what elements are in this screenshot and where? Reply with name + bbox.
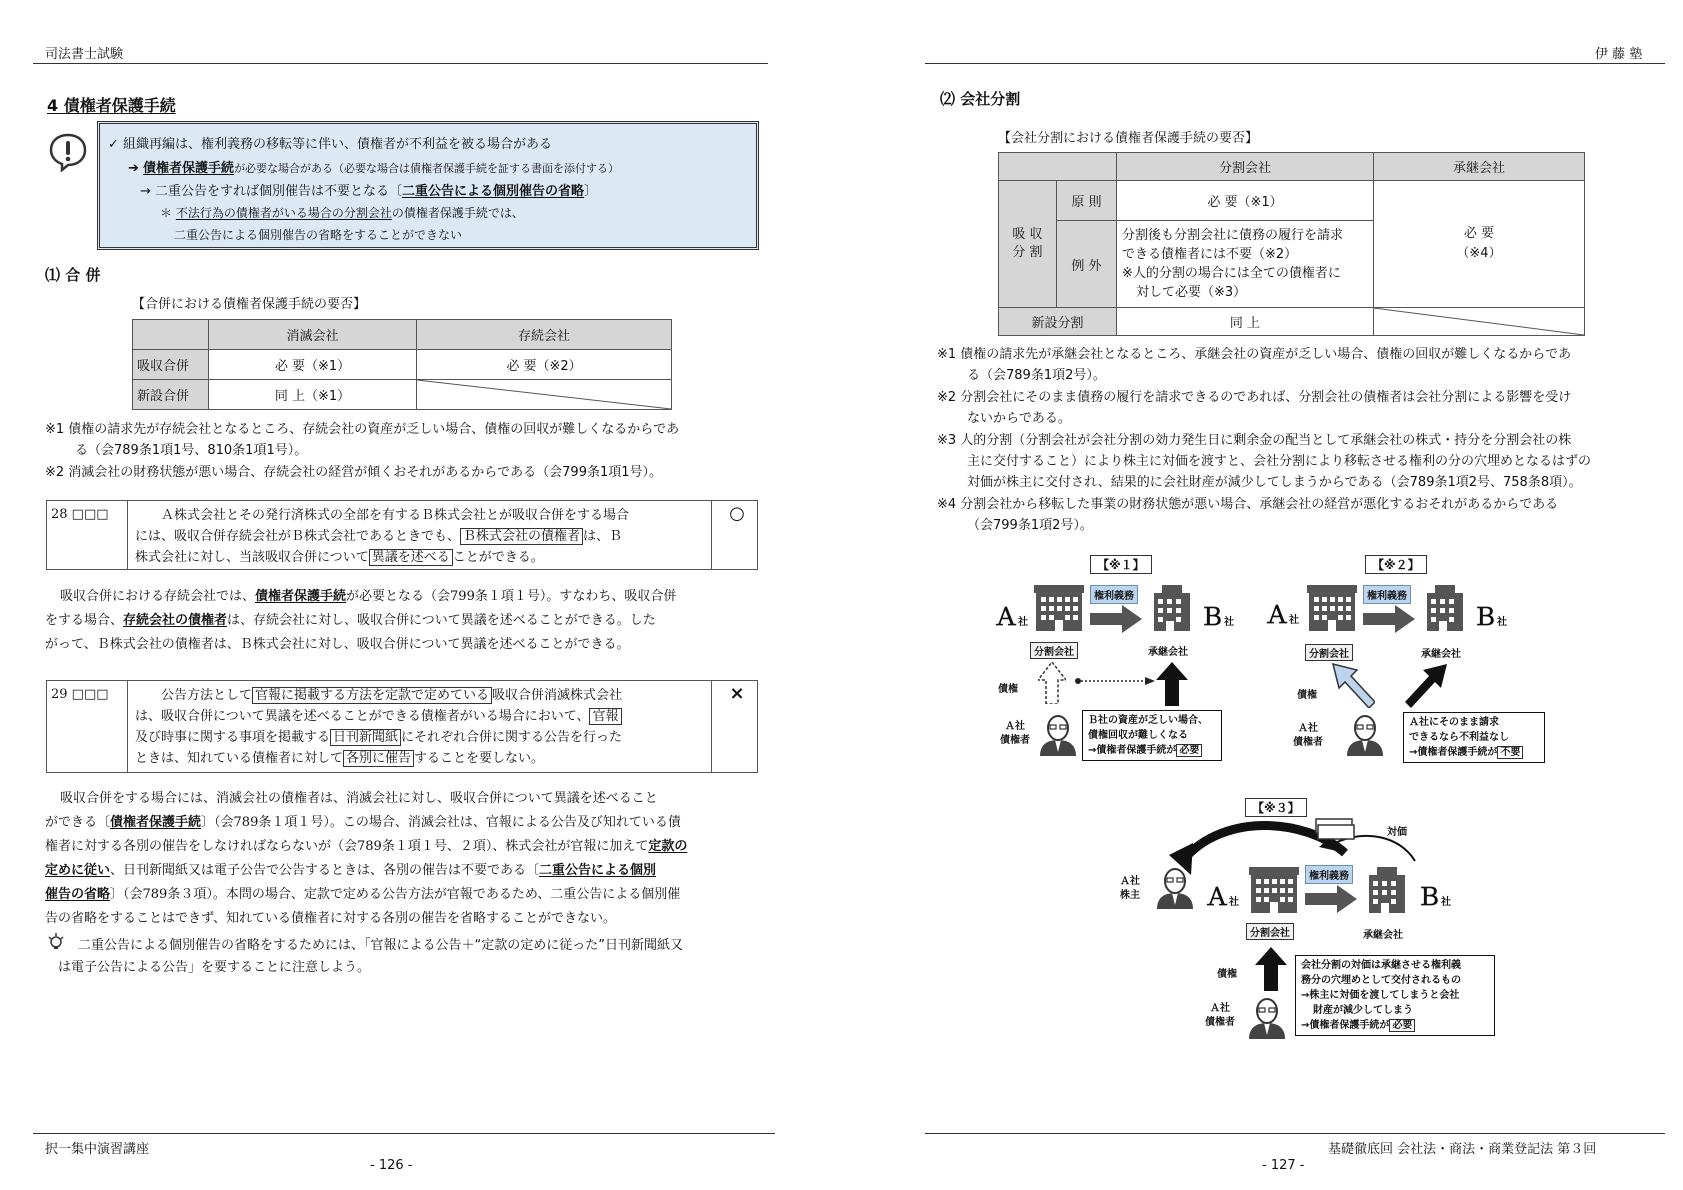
table-corner [133, 320, 209, 350]
question-line [135, 685, 705, 706]
alert-icon [48, 132, 88, 172]
right-footer: 基礎徹底回 会社法・商法・商業登記法 第３回 [1328, 1142, 1597, 1157]
diagram-title: 【※１】 [1090, 555, 1152, 574]
split-company-building-icon [1249, 867, 1299, 915]
callout-line [1088, 743, 1216, 758]
company-b-label [1473, 597, 1507, 632]
shareholder-label [1120, 875, 1140, 903]
split-table-caption: 【会社分割における債権者保護手続の要否】 [998, 131, 1259, 146]
text: 社 [1441, 897, 1451, 908]
text: Ａ [1205, 883, 1229, 911]
table-cell: 必 要（※1） [209, 350, 417, 380]
diagram-2 [1265, 550, 1555, 770]
emphasis: 二重公告による個別 [539, 863, 657, 878]
text: Ａ社 [1005, 721, 1025, 732]
text: Ｂ [1200, 603, 1224, 631]
callout-line: →株主に対価を渡してしまうと会社 [1301, 990, 1460, 1001]
diagram-title: 【※２】 [1365, 555, 1427, 574]
info-line-5: 二重公告による個別催告の省略をすることができない [174, 228, 463, 242]
question-body [135, 505, 705, 568]
diagram-3 [1115, 795, 1475, 1045]
col-header: 存続会社 [417, 320, 672, 350]
diagram-2-callout [1403, 712, 1545, 763]
explanation-line [45, 811, 760, 835]
text: は、吸収合併について異議を述べることができる債権者がいる場合において、 [135, 709, 590, 724]
boxed-text: 異議を述べる [369, 549, 453, 566]
split-note-4: ※4 分割会社から移転した事業の財務状態が悪い場合、承継会社の経営が悪化するおそれがあるからである [937, 497, 1559, 512]
text: →債権者保護手続が [1088, 745, 1177, 756]
callout-line: 会社分割の対価は承継させる権利義 [1301, 960, 1461, 971]
text: には、吸収合併存続会社がＢ株式会社であるときでも、 [135, 529, 461, 544]
emphasis: 存続会社の債権者 [123, 613, 228, 628]
text: 吸収合併消滅株式会社 [492, 688, 623, 703]
successor-company-building-icon [1365, 865, 1409, 915]
shareholder-person-icon [1155, 865, 1195, 911]
tip-line-1: 二重公告による個別催告の省略をするためには、「官報による公告＋“定款の定めに従った”日刊新聞紙又 [78, 938, 683, 953]
info-emphasis: 債権者保護手続 [143, 161, 235, 176]
cell-line: ※人的分割の場合には全ての債権者に [1122, 266, 1341, 281]
claim-solid-arrow-icon [1156, 662, 1188, 706]
text: Ａ [1265, 601, 1289, 629]
text: Ｂ [1417, 883, 1441, 911]
successor-company-building-icon [1423, 583, 1467, 633]
text: Ａ社 [1120, 876, 1140, 887]
explanation-line [45, 859, 760, 883]
successor-company-label: 承継会社 [1148, 647, 1188, 658]
answer-mark: ○ [729, 503, 745, 524]
text: は、Ｂ [583, 529, 623, 544]
table-cell: 同 上（※1） [209, 380, 417, 410]
text: 株主 [1120, 890, 1140, 901]
text: ができる〔 [45, 815, 111, 830]
info-text: → 二重公告をすれば個別催告は不要となる〔 [140, 184, 403, 199]
text: 及び時事に関する事項を掲載する [135, 730, 331, 745]
question-29 [46, 680, 758, 773]
text: 社 [1229, 897, 1239, 908]
emphasis: 催告の省略 [45, 887, 111, 902]
callout-line [1409, 745, 1539, 760]
row-header: 例 外 [1057, 221, 1117, 308]
table-cell-empty [417, 380, 672, 410]
text: 債権者 [1000, 735, 1030, 746]
table-cell: 同 上 [1117, 308, 1374, 336]
merger-table [132, 319, 672, 410]
text: 債権者 [1205, 1017, 1235, 1028]
cell-line: できる債権者には不要（※2） [1122, 247, 1298, 262]
info-box [97, 121, 759, 250]
info-emphasis: 二重公告による個別催告の省略 [402, 184, 585, 199]
text: 吸収合併における存続会社では、 [60, 589, 256, 604]
split-company-building-icon [1307, 585, 1357, 633]
text: が必要となる（会799条１項１号）。すなわち、吸収合併 [346, 589, 677, 604]
text: ときは、知れている債権者に対して [135, 751, 344, 766]
question-body [135, 685, 705, 769]
claim-label: 債権 [1217, 969, 1237, 980]
boxed-text: 必要 [1176, 744, 1202, 757]
question-divider [711, 681, 712, 772]
split-company-building-icon [1034, 585, 1084, 633]
split-table [998, 152, 1585, 336]
question-divider [711, 501, 712, 569]
creditor-person-icon [1247, 995, 1287, 1041]
transfer-arrow-icon [1363, 605, 1415, 633]
text: することを要しない。 [414, 751, 545, 766]
company-a-label [1265, 595, 1299, 630]
row-header: 新設合併 [133, 380, 209, 410]
callout-line: 務分の穴埋めとして交付されるもの [1301, 975, 1461, 986]
info-emphasis: 不法行為の債権者がいる場合の分割会社 [175, 206, 392, 220]
info-line-2 [128, 157, 619, 176]
info-line-1: ✓ 組織再編は、権利義務の移転等に伴い、債権者が不利益を被る場合がある [108, 137, 553, 152]
emphasis: 定めに従い [45, 863, 111, 878]
split-note-2b: ないからである。 [967, 411, 1071, 426]
left-page-number: - 126 - [370, 1158, 413, 1173]
text: →債権者保護手続が [1409, 747, 1498, 758]
split-note-3b: 主に交付すること）により株主に対価を渡すと、会社分割により移転させる権利の分の穴埋めとなるはずの [967, 454, 1592, 469]
boxed-text: Ｂ株式会社の債権者 [460, 528, 583, 545]
claim-dark-arrow-icon [1405, 662, 1449, 708]
info-text: の債権者保護手続では、 [391, 206, 524, 220]
info-text: 〕 [584, 184, 598, 199]
split-company-tag: 分割会社 [1246, 923, 1294, 940]
diagram-1-callout [1082, 710, 1222, 761]
text: 社 [1018, 617, 1028, 628]
split-note-3c: 対価が株主に交付され、結果的に会社財産が減少してしまうからである（会789条1項2号、758条8項）。 [967, 475, 1582, 490]
emphasis: 債権者保護手続 [255, 589, 347, 604]
emphasis: 債権者保護手続 [110, 815, 202, 830]
question-28 [46, 500, 758, 570]
callout-line: Ｂ社の資産が乏しい場合、 [1088, 715, 1208, 726]
text: 社 [1224, 617, 1234, 628]
text: 権者に対する各別の催告をしなければならないが（会789条１項１号、２項）、株式会社が官報に加えて [45, 839, 649, 854]
right-header-rule [925, 63, 1665, 64]
table-cell [1117, 221, 1374, 308]
col-header: 分割会社 [1117, 153, 1374, 181]
text: 株式会社に対し、当該吸収合併について [135, 550, 369, 565]
question-line: Ａ株式会社とその発行済株式の全部を有するＢ株式会社とが吸収合併をする場合 [161, 508, 630, 523]
info-text: が必要な場合がある（必要な場合は債権者保護手続を証する書面を添付する） [234, 162, 620, 175]
split-note-2: ※2 分割会社にそのまま債務の履行を請求できるのであれば、分割会社の債権者は会社分割による影響を受け [937, 390, 1572, 405]
boxed-text: 不要 [1497, 746, 1523, 759]
table-corner [999, 153, 1117, 181]
question-divider [127, 501, 128, 569]
text: 〕（会789条３項）。本問の場合、定款で定める公告方法が官報であるため、二重公告による個別催 [110, 887, 681, 902]
info-text: ＊ [160, 206, 176, 220]
explanation-line [45, 883, 760, 907]
subsection-merger: ⑴ 合 併 [45, 266, 101, 284]
text: 〕（会789条１項１号）。この場合、消滅会社は、官報による公告及び知れている債 [201, 815, 681, 830]
col-header: 承継会社 [1374, 153, 1585, 181]
explanation-line: 告の省略をすることはできず、知れている債権者に対する各別の催告を省略することができない。 [45, 911, 616, 926]
creditor-label [1205, 1002, 1235, 1030]
boxed-text: 必要 [1389, 1019, 1415, 1032]
diagram-1 [990, 550, 1250, 770]
row-header: 新設分割 [999, 308, 1117, 336]
question-number: 28 □□□ [51, 507, 109, 522]
explanation-line [45, 585, 760, 609]
split-note-3: ※3 人的分割（分割会社が会社分割の効力発生日に剰余金の配当として承継会社の株式・持分を分割会社の株 [937, 433, 1572, 448]
info-line-4 [160, 204, 524, 221]
explanation-line: がって、Ｂ株式会社の債権者は、Ｂ株式会社に対し、吸収合併について異議を述べることができる。 [45, 637, 630, 652]
cell-line: 必 要 [1463, 226, 1495, 241]
left-header: 司法書士試験 [45, 47, 124, 62]
boxed-text: 官報に掲載する方法を定款で定めている [252, 687, 492, 704]
claim-label: 債権 [1297, 690, 1317, 701]
row-header: 吸収合併 [133, 350, 209, 380]
right-header: 伊 藤 塾 [1595, 47, 1643, 62]
text: は、存続会社に対し、吸収合併について異議を述べることができる。した [227, 613, 656, 628]
explanation-28 [45, 585, 760, 657]
company-b-label [1417, 877, 1451, 912]
dotted-connector [1075, 676, 1155, 686]
table-cell-empty [1374, 308, 1585, 336]
claim-light-arrow-icon [1331, 662, 1375, 708]
claim-dashed-arrow-icon [1038, 662, 1066, 704]
text: →債権者保護手続が [1301, 1020, 1390, 1031]
info-line-3 [140, 180, 597, 199]
text: Ａ [994, 603, 1018, 631]
company-a-label [1205, 877, 1239, 912]
creditor-person-icon [1345, 712, 1385, 758]
company-a-label [994, 597, 1028, 632]
creditor-label [1293, 722, 1323, 750]
diagram-3-callout [1295, 955, 1495, 1036]
boxed-text: 官報 [589, 708, 621, 725]
diagram-title: 【※３】 [1245, 798, 1307, 817]
creditor-person-icon [1038, 712, 1078, 758]
boxed-text: 日刊新聞紙 [330, 729, 401, 746]
question-line [135, 748, 705, 769]
split-company-tag: 分割会社 [1305, 644, 1353, 661]
text: Ａ社 [1298, 723, 1318, 734]
claim-solid-arrow-icon [1255, 947, 1287, 991]
merger-table-caption: 【合併における債権者保護手続の要否】 [132, 297, 367, 312]
text: 公告方法として [161, 688, 253, 703]
question-line [135, 706, 705, 727]
text: 債権者 [1293, 737, 1323, 748]
split-note-1b: る（会789条1項2号）。 [967, 368, 1106, 383]
question-line [135, 547, 705, 568]
text: 社 [1289, 615, 1299, 626]
claim-label: 債権 [998, 684, 1018, 695]
successor-company-label: 承継会社 [1421, 649, 1461, 660]
section-title: 4 債権者保護手続 [47, 96, 176, 115]
explanation-line [45, 835, 760, 859]
callout-line: 債権回収が難しくなる [1088, 730, 1188, 741]
merger-note-1: ※1 債権の請求先が存続会社となるところ、存続会社の資産が乏しい場合、債権の回収が難しくなるからであ [45, 422, 680, 437]
money-stack-icon [1310, 817, 1356, 841]
question-number: 29 □□□ [51, 687, 109, 702]
cell-line: 分割後も分割会社に債務の履行を請求 [1122, 228, 1344, 243]
split-note-1: ※1 債権の請求先が承継会社となるところ、承継会社の資産が乏しい場合、債権の回収が難しくなるからであ [937, 347, 1572, 362]
boxed-text: 各別に催告 [343, 750, 414, 767]
consideration-label: 対価 [1387, 827, 1407, 838]
callout-line: できるなら不利益なし [1409, 732, 1509, 743]
rights-tag: 権利義務 [1363, 585, 1411, 604]
successor-company-building-icon [1150, 583, 1194, 633]
merger-note-1b: る（会789条1項1号、810条1項1号）。 [75, 443, 308, 458]
text: 、日刊新聞紙又は電子公告で公告するときは、各別の催告は不要である〔 [110, 863, 540, 878]
right-footer-rule [925, 1133, 1665, 1134]
explanation-29 [45, 787, 760, 931]
right-page-number: - 127 - [1262, 1158, 1305, 1173]
table-cell: 必 要（※2） [417, 350, 672, 380]
tip-line-2: は電子公告による公告」を要することに注意しよう。 [58, 960, 371, 975]
split-note-4b: （会799条1項2号）。 [967, 518, 1093, 533]
merger-note-2: ※2 消滅会社の財務状態が悪い場合、存続会社の経営が傾くおそれがあるからである（会799条1項1号）。 [45, 465, 663, 480]
table-cell [1374, 181, 1585, 308]
question-line [135, 727, 705, 748]
text: 社 [1497, 617, 1507, 628]
col-header: 消滅会社 [209, 320, 417, 350]
emphasis: 定款の [648, 839, 688, 854]
transfer-arrow-icon [1090, 605, 1142, 633]
explanation-line: 吸収合併をする場合には、消滅会社の債権者は、消滅会社に対し、吸収合併について異議を述べること [60, 791, 658, 806]
creditor-label [1000, 720, 1030, 748]
tip-icon [47, 932, 65, 950]
text: ことができる。 [452, 550, 544, 565]
callout-line: Ａ社にそのまま請求 [1409, 717, 1499, 728]
text: Ａ社 [1210, 1003, 1230, 1014]
company-b-label [1200, 597, 1234, 632]
left-header-rule [33, 63, 768, 64]
callout-line: 財産が減少してしまう [1313, 1005, 1413, 1016]
cell-line: 対して必要（※3） [1136, 285, 1247, 300]
question-line [135, 526, 705, 547]
row-group-header: 吸 収 分 割 [999, 181, 1057, 308]
left-footer-rule [33, 1133, 775, 1134]
text: にそれぞれ合併に関する公告を行った [401, 730, 623, 745]
table-cell: 必 要（※1） [1117, 181, 1374, 221]
successor-company-label: 承継会社 [1363, 930, 1403, 941]
answer-mark: × [729, 683, 745, 704]
question-divider [127, 681, 128, 772]
rights-tag: 権利義務 [1090, 585, 1138, 604]
cell-line: （※4） [1456, 246, 1502, 261]
callout-line [1301, 1018, 1489, 1033]
arrow-icon: ➔ [128, 161, 139, 176]
left-footer: 択一集中演習講座 [45, 1142, 150, 1157]
text: Ｂ [1473, 603, 1497, 631]
subsection-split: ⑵ 会社分割 [940, 90, 1021, 108]
explanation-line [45, 609, 760, 633]
split-company-tag: 分割会社 [1030, 642, 1078, 659]
rights-tag: 権利義務 [1305, 865, 1353, 884]
text: をする場合、 [45, 613, 124, 628]
row-header: 原 則 [1057, 181, 1117, 221]
transfer-arrow-icon [1305, 885, 1357, 913]
